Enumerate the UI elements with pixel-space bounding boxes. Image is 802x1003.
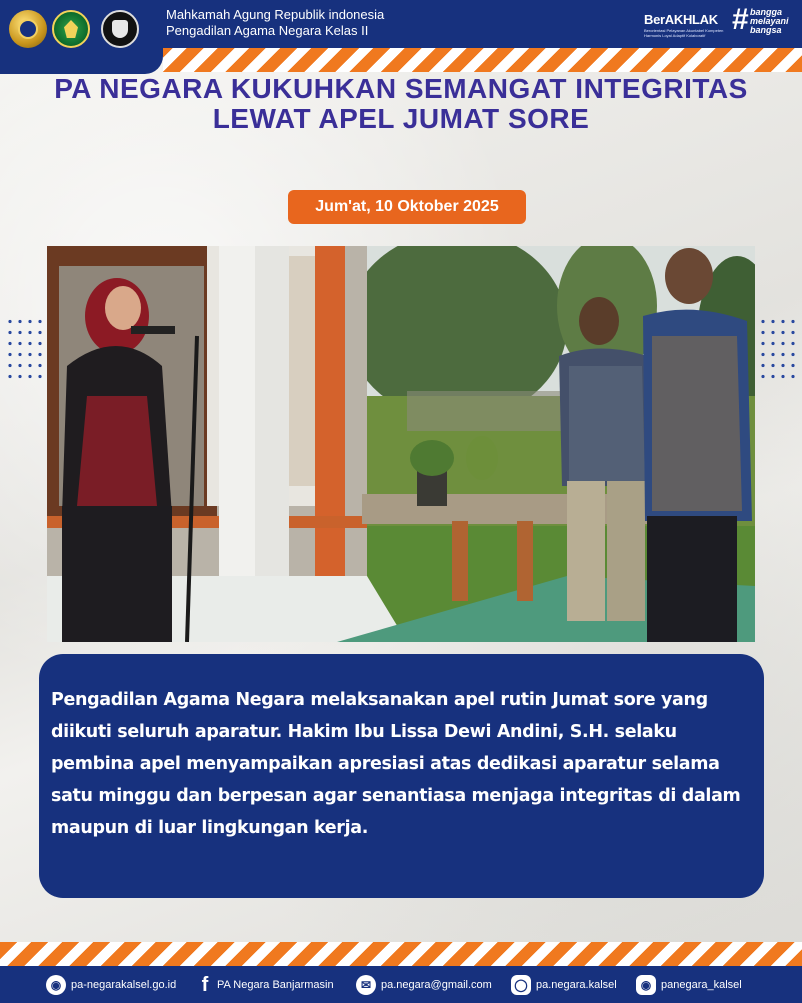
org-line-1: Mahkamah Agung Republik indonesia [166,7,385,22]
globe-icon: ◉ [46,975,66,995]
hashtag-icon: # [732,3,749,36]
date-badge: Jum'at, 10 Oktober 2025 [288,190,526,224]
headline-line-1: PA NEGARA KUKUHKAN SEMANGAT INTEGRITAS [54,73,748,104]
camera-icon: ◉ [636,975,656,995]
org-line-2: Pengadilan Agama Negara Kelas II [166,23,369,38]
footer-facebook[interactable]: f PA Negara Banjarmasin [198,975,334,995]
logo-tab [0,0,163,74]
facebook-icon: f [201,973,209,996]
footer-bar [0,966,802,1003]
berakhlak-hashtag: bangga melayani bangsa [750,7,789,35]
top-hazard-stripes [163,48,802,72]
dot-pattern-left [5,316,45,382]
headline-line-2: LEWAT APEL JUMAT SORE [212,103,590,134]
footer-instagram[interactable]: ◯ pa.negara.kalsel [511,975,617,995]
dot-pattern-right [758,316,798,382]
email-icon: ✉ [356,975,376,995]
organization-name [166,7,384,39]
headline [0,74,802,134]
caption-box [39,654,764,898]
berakhlak-subtitle: Berorientasi Pelayanan Akuntabel Kompeten Harmonis Loyal Adaptif Kolaboratif [644,28,724,38]
footer-website[interactable]: ◉ pa-negarakalsel.go.id [46,975,176,995]
instagram-icon: ◯ [511,975,531,995]
bottom-hazard-stripes [0,942,802,966]
footer-camera-account[interactable]: ◉ panegara_kalsel [636,975,742,995]
caption-text: Pengadilan Agama Negara melaksanakan apel rutin Jumat sore yang diikuti seluruh aparatur. Hakim Ibu Lissa Dewi Andini, S.H. selaku pembina apel menyampaikan apresiasi atas dedikasi aparatur selama satu minggu dan berpesan agar senantiasa menjaga integritas di dalam maupun di luar lingkungan kerja. [51,690,741,838]
footer-email[interactable]: ✉ pa.negara@gmail.com [356,975,492,995]
court-seal-icon [101,10,139,48]
berakhlak-title: BerAKHLAK [644,12,718,27]
badilag-emblem-icon [52,10,90,48]
event-photo [47,246,755,642]
berakhlak-badge [644,3,794,40]
event-photo-illustration [47,246,755,642]
gold-emblem-icon [9,10,47,48]
